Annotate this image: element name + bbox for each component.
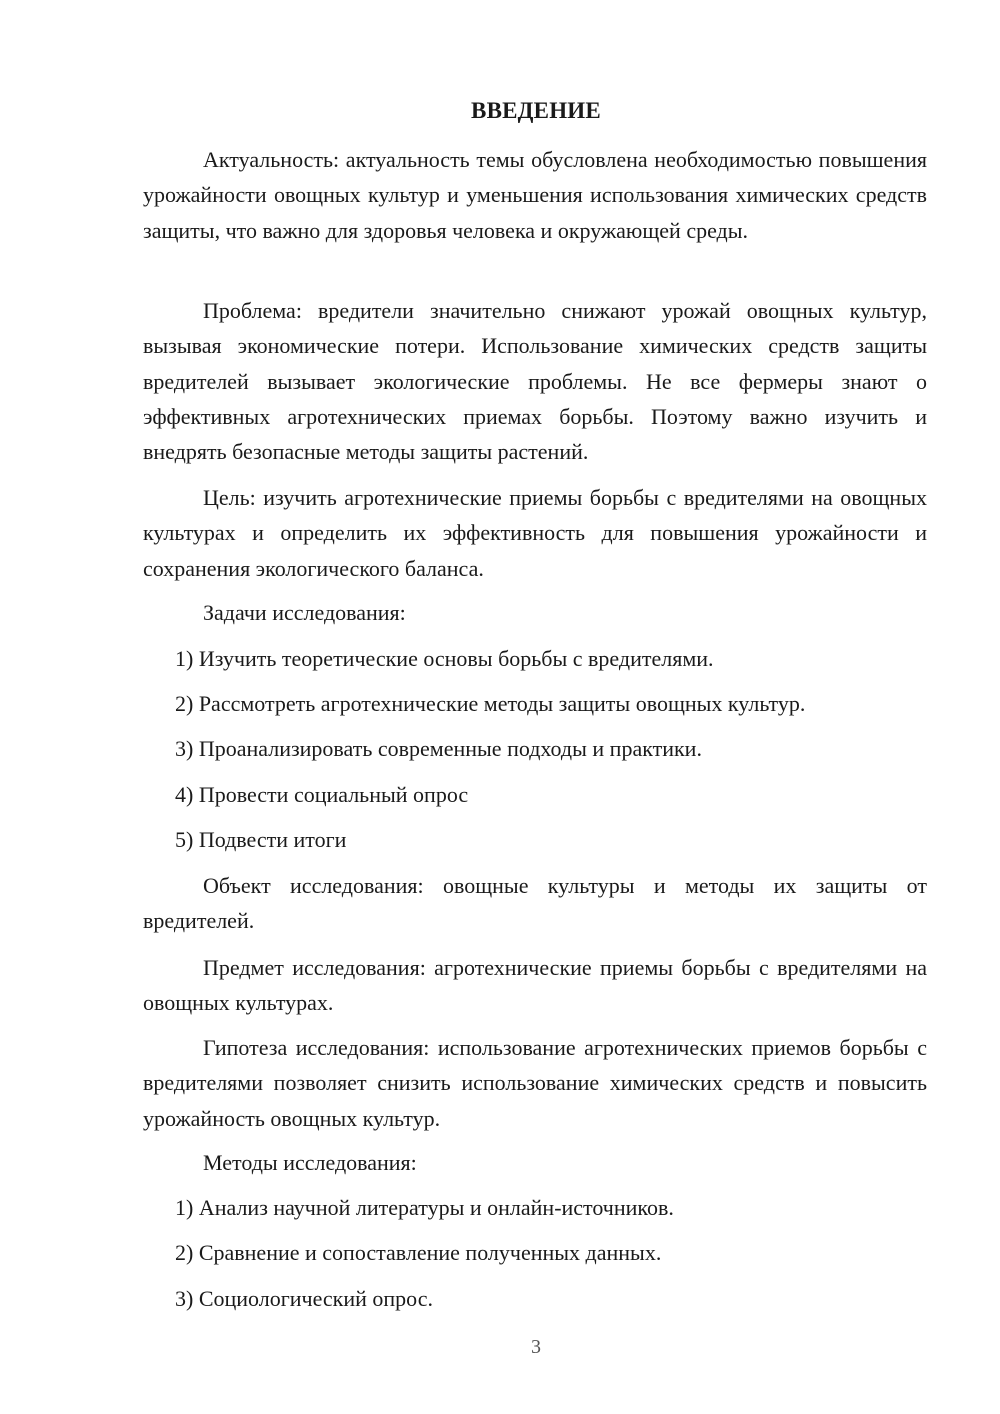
method-item: 1) Анализ научной литературы и онлайн-источников.	[175, 1195, 674, 1220]
hypothesis-paragraph: Гипотеза исследования: использование агротехнических приемов борьбы с вредителями позволяет снизить использование химических средств и повысить урожайность овощных культур.	[143, 1035, 927, 1131]
method-item: 3) Социологический опрос.	[175, 1286, 433, 1311]
task-item: 5) Подвести итоги	[175, 827, 347, 852]
goal-paragraph: Цель: изучить агротехнические приемы борьбы с вредителями на овощных культурах и определить их эффективность для повышения урожайности и сохранения экологического баланса.	[143, 485, 927, 581]
tasks-label: Задачи исследования:	[203, 600, 406, 625]
relevance-paragraph: Актуальность: актуальность темы обусловлена необходимостью повышения урожайности овощных культур и уменьшения использования химических средств защиты, что важно для здоровья человека и окружающей среды.	[143, 147, 927, 243]
task-item: 3) Проанализировать современные подходы и практики.	[175, 736, 702, 761]
task-item: 2) Рассмотреть агротехнические методы защиты овощных культур.	[175, 691, 806, 716]
problem-paragraph: Проблема: вредители значительно снижают урожай овощных культур, вызывая экономические потери. Использование химических средств защиты вредителей вызывает экологические проблемы. Не все фермеры знают о эффективных агротехнических приемах борьбы. Поэтому важно изучить и внедрять безопасные методы защиты растений.	[143, 298, 927, 465]
task-item: 4) Провести социальный опрос	[175, 782, 469, 807]
object-paragraph: Объект исследования: овощные культуры и методы их защиты от вредителей.	[143, 873, 927, 934]
method-item: 2) Сравнение и сопоставление полученных данных.	[175, 1240, 662, 1265]
methods-label: Методы исследования:	[203, 1150, 417, 1175]
section-heading: ВВЕДЕНИЕ	[471, 98, 601, 123]
subject-paragraph: Предмет исследования: агротехнические приемы борьбы с вредителями на овощных культурах.	[143, 955, 927, 1016]
task-item: 1) Изучить теоретические основы борьбы с вредителями.	[175, 646, 714, 671]
page-number: 3	[531, 1336, 541, 1358]
